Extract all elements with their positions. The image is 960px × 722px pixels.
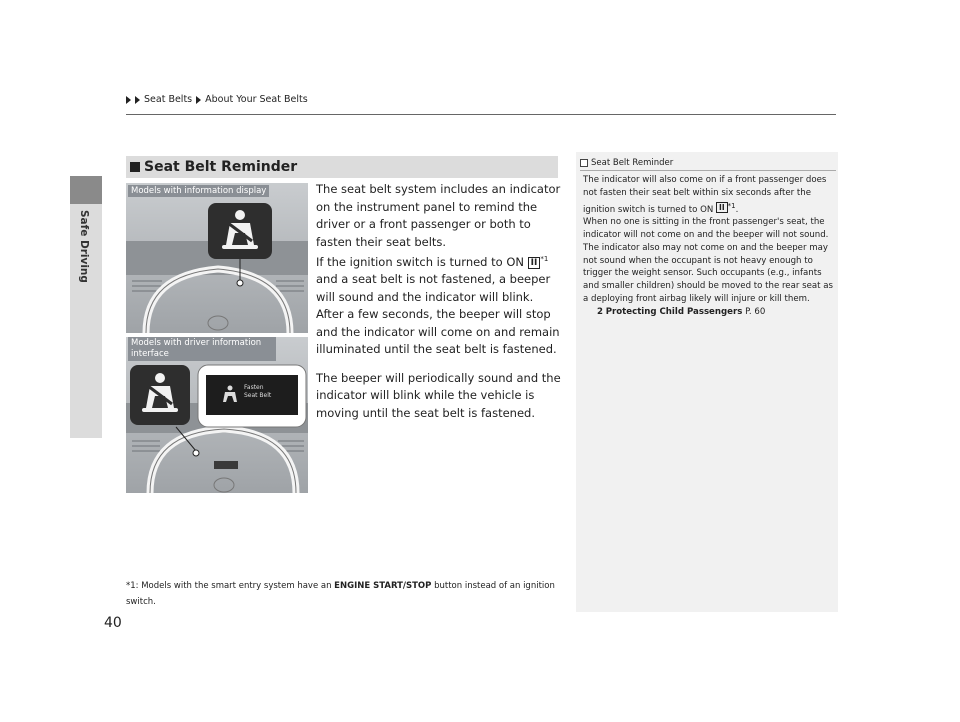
body-paragraph <box>316 251 562 359</box>
breadcrumb-arrow-icon <box>126 96 131 104</box>
display-message-line: Seat Belt <box>244 392 272 399</box>
body-paragraph: The beeper will periodically sound and the indicator will blink while the vehicle is moving until the seat belt is fastened. <box>316 370 561 420</box>
section-square-icon <box>130 162 140 172</box>
note-text-span: The indicator will also come on if a front passenger does not fasten their seat belt within six seconds after the ignition switch is turned to ON <box>583 175 827 215</box>
figure-label-driver-information-interface <box>128 337 276 361</box>
figure-label-line: interface <box>131 349 169 359</box>
breadcrumb-item[interactable]: Seat Belts <box>144 94 193 105</box>
footnote-text: *1: Models with the smart entry system have an <box>126 581 335 591</box>
side-note-divider <box>580 170 836 171</box>
ignition-position-ii-icon: II <box>528 257 541 269</box>
ignition-position-ii-icon: II <box>716 202 728 213</box>
footnote-reference[interactable]: *1 <box>540 255 549 263</box>
footnote-emphasis: ENGINE START/STOP <box>334 581 432 591</box>
callout-dot-bottom <box>193 450 199 456</box>
display-message <box>244 384 271 400</box>
header-divider <box>126 114 836 115</box>
breadcrumb <box>126 94 308 105</box>
sidebar-tab-marker <box>70 176 102 204</box>
display-screen-small <box>214 461 238 469</box>
body-text-span: If the ignition switch is turned to ON <box>316 254 528 269</box>
side-note-paragraph <box>583 174 833 216</box>
note-text-span: . <box>735 204 739 215</box>
figure-label-line: Models with driver information <box>131 338 262 348</box>
display-message-line: Fasten <box>244 384 264 391</box>
cross-reference-title[interactable]: Protecting Child Passengers <box>605 306 743 317</box>
page-number: 40 <box>104 615 122 631</box>
body-text-span: and a seat belt is not fastened, a beeper will sound and the indicator will blink. After a few seconds, the beeper will stop and the indicator will come on and remain illuminated until the seat belt is fastened. <box>316 272 560 357</box>
footnote-text: button instead of an ignition switch. <box>126 581 555 607</box>
cross-reference-page: P. 60 <box>742 306 766 317</box>
section-heading <box>126 156 558 178</box>
side-note-text <box>583 174 833 319</box>
section-title: Seat Belt Reminder <box>144 159 298 175</box>
dashboard-illustration <box>126 183 308 493</box>
breadcrumb-item[interactable]: About Your Seat Belts <box>205 94 308 105</box>
breadcrumb-arrow-icon <box>135 96 140 104</box>
chapter-label: Safe Driving <box>78 210 90 283</box>
cross-reference-link[interactable] <box>583 306 833 319</box>
callout-dot-top <box>237 280 243 286</box>
body-paragraph: The seat belt system includes an indicator on the instrument panel to remind the driver or a front passenger or both to fasten their seat belts. <box>316 182 561 249</box>
side-note-paragraph: When no one is sitting in the front passenger's seat, the indicator will not come on and the beeper will not sound. The indicator also may not come on and the beeper may not sound when the occupant is not heavy enough to trigger the weight sensor. Such occupants (e.g., infants and smaller children) should be moved to the rear seat as a deploying front airbag likely will injure or kill them. <box>583 217 834 305</box>
side-note-title <box>580 158 673 168</box>
footnote-reference[interactable]: *1 <box>727 201 736 210</box>
breadcrumb-arrow-icon <box>196 96 201 104</box>
main-body-text <box>316 181 562 433</box>
note-square-icon <box>580 159 588 167</box>
side-note-title-text: Seat Belt Reminder <box>591 158 674 168</box>
footnote <box>126 578 566 610</box>
cross-reference-arrow-icon: 2 <box>597 306 603 317</box>
figure-label-information-display: Models with information display <box>128 185 269 197</box>
